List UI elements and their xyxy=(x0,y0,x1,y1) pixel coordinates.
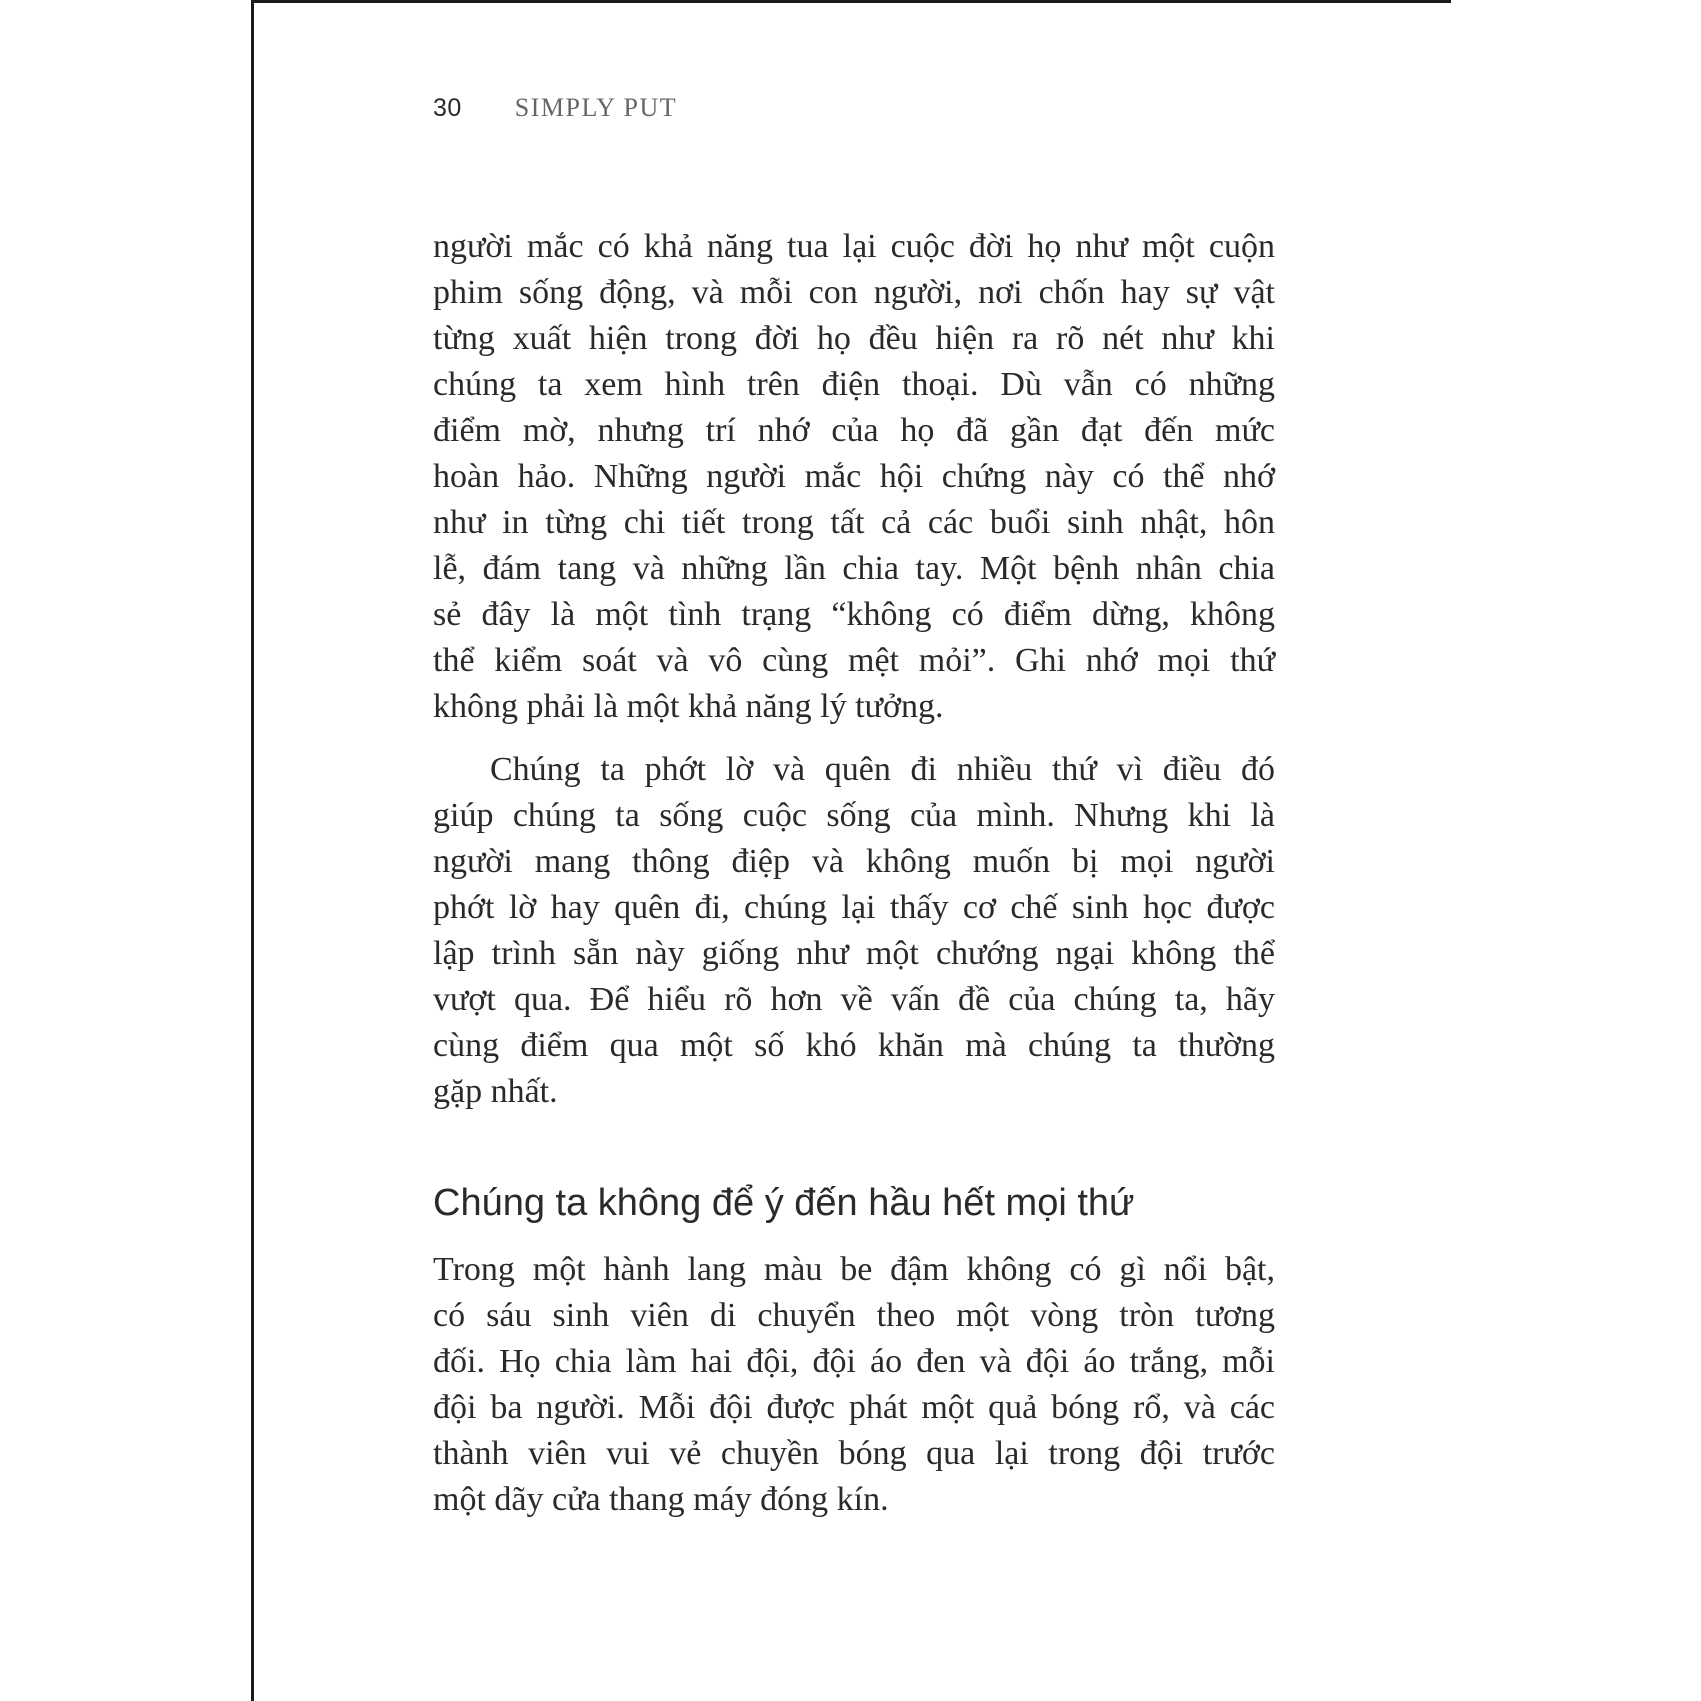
running-head xyxy=(433,93,677,123)
text-line: không phải là một khả năng lý tưởng. xyxy=(433,688,944,725)
text-line: điểm mờ, nhưng trí nhớ của họ đã gần đạt đến mức xyxy=(433,412,1275,449)
page-edge-left xyxy=(251,0,254,1701)
text-line: đối. Họ chia làm hai đội, đội áo đen và đội áo trắng, mỗi xyxy=(433,1343,1275,1380)
paragraph-3 xyxy=(433,1247,1275,1523)
text-line: đội ba người. Mỗi đội được phát một quả bóng rổ, và các xyxy=(433,1389,1275,1426)
paragraph-1 xyxy=(433,224,1275,730)
text-line: hoàn hảo. Những người mắc hội chứng này có thể nhớ xyxy=(433,458,1275,495)
text-line: có sáu sinh viên di chuyển theo một vòng tròn tương xyxy=(433,1297,1275,1334)
text-line: như in từng chi tiết trong tất cả các buổi sinh nhật, hôn xyxy=(433,504,1275,541)
text-line: phim sống động, và mỗi con người, nơi chốn hay sự vật xyxy=(433,274,1275,311)
page-edge-top xyxy=(251,0,1451,3)
text-line: lễ, đám tang và những lần chia tay. Một bệnh nhân chia xyxy=(433,550,1275,587)
text-line: sẻ đây là một tình trạng “không có điểm dừng, không xyxy=(433,596,1275,633)
text-line: Trong một hành lang màu be đậm không có gì nổi bật, xyxy=(433,1251,1275,1288)
text-line: cùng điểm qua một số khó khăn mà chúng ta thường xyxy=(433,1027,1275,1064)
text-line: Chúng ta phớt lờ và quên đi nhiều thứ vì điều đó xyxy=(490,751,1275,788)
text-line: từng xuất hiện trong đời họ đều hiện ra rõ nét như khi xyxy=(433,320,1275,357)
text-line: lập trình sẵn này giống như một chướng ngại không thể xyxy=(433,935,1275,972)
page-number: 30 xyxy=(433,94,462,122)
text-line: người mắc có khả năng tua lại cuộc đời họ như một cuộn xyxy=(433,228,1275,265)
text-line: chúng ta xem hình trên điện thoại. Dù vẫn có những xyxy=(433,366,1275,403)
text-line: gặp nhất. xyxy=(433,1073,558,1110)
paragraph-2 xyxy=(433,747,1275,1115)
text-line: thể kiểm soát và vô cùng mệt mỏi”. Ghi nhớ mọi thứ xyxy=(433,642,1275,679)
text-line: vượt qua. Để hiểu rõ hơn về vấn đề của chúng ta, hãy xyxy=(433,981,1275,1018)
text-line: giúp chúng ta sống cuộc sống của mình. Nhưng khi là xyxy=(433,797,1275,834)
book-title: SIMPLY PUT xyxy=(514,93,678,122)
text-line: thành viên vui vẻ chuyền bóng qua lại trong đội trước xyxy=(433,1435,1275,1472)
section-heading: Chúng ta không để ý đến hầu hết mọi thứ xyxy=(433,1182,1135,1224)
text-line: một dãy cửa thang máy đóng kín. xyxy=(433,1481,889,1518)
text-line: phớt lờ hay quên đi, chúng lại thấy cơ chế sinh học được xyxy=(433,889,1275,926)
text-line: người mang thông điệp và không muốn bị mọi người xyxy=(433,843,1275,880)
